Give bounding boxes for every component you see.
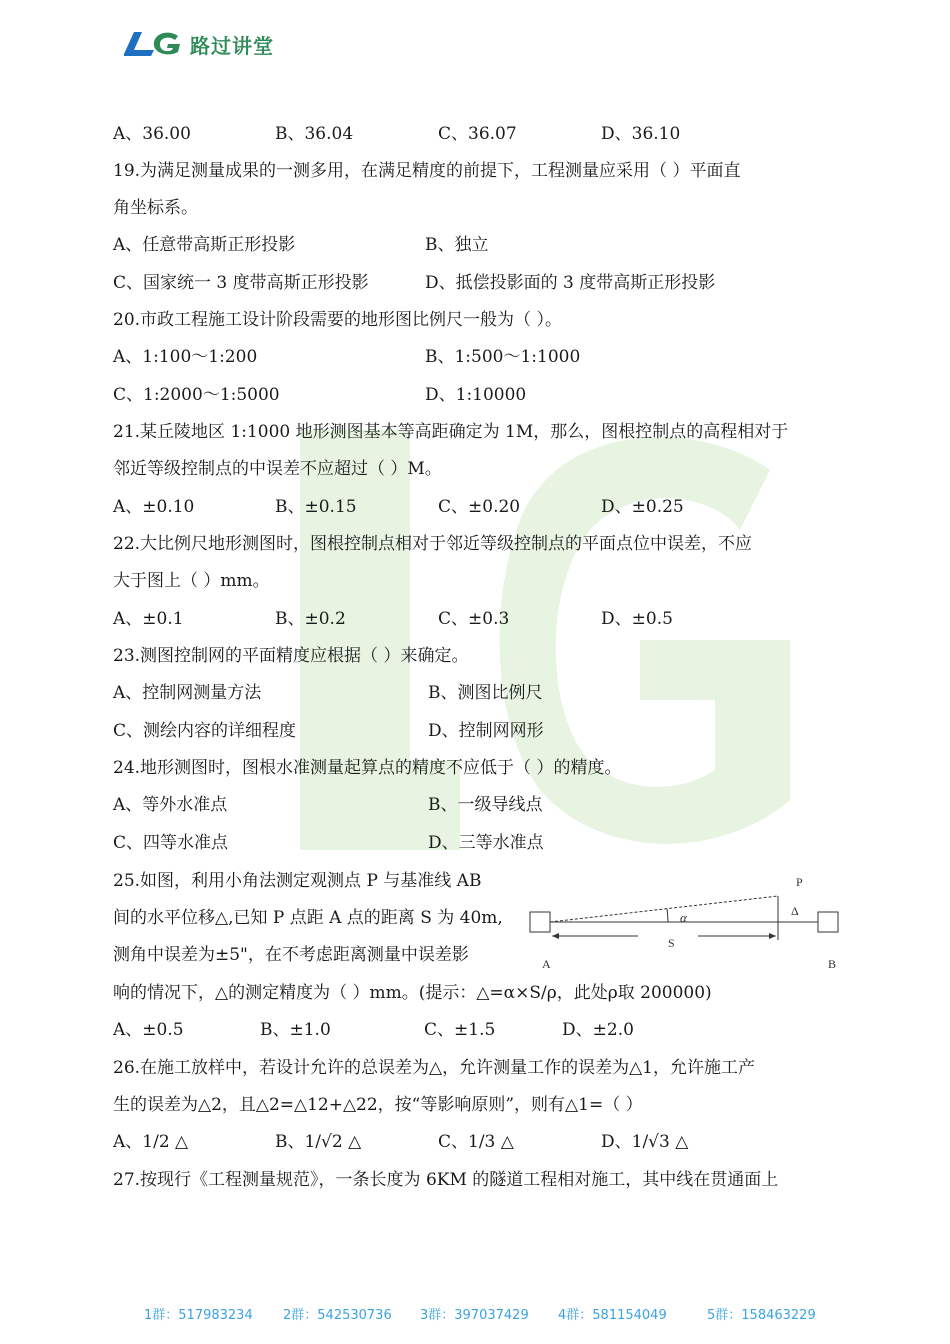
q21-option-b: B、±0.15	[275, 497, 357, 517]
q25-option-c: C、±1.5	[424, 1020, 496, 1040]
q21-stem-line2: 邻近等级控制点的中误差不应超过（ ）M。	[113, 459, 442, 479]
q23-option-a: A、控制网测量方法	[113, 683, 262, 703]
logo-mark-icon	[120, 28, 186, 60]
q18-option-d: D、36.10	[601, 124, 681, 144]
q19-option-b: B、独立	[425, 235, 489, 255]
q19-option-c: C、国家统一 3 度带高斯正形投影	[113, 273, 369, 293]
q22-stem-line2: 大于图上（ ）mm。	[113, 571, 270, 591]
q22-option-b: B、±0.2	[275, 609, 346, 629]
q18-option-b: B、36.04	[275, 124, 354, 144]
footer-group-3: 3群：397037429	[420, 1308, 529, 1323]
q21-option-d: D、±0.25	[601, 497, 684, 517]
q22-option-c: C、±0.3	[438, 609, 510, 629]
q24-option-b: B、一级导线点	[428, 795, 543, 815]
q25-option-d: D、±2.0	[562, 1020, 634, 1040]
q24-option-c: C、四等水准点	[113, 833, 229, 853]
q26-stem-line1: 26.在施工放样中，若设计允许的总误差为△，允许测量工作的误差为△1，允许施工产	[113, 1058, 755, 1078]
q24-option-a: A、等外水准点	[113, 795, 228, 815]
q26-stem-line2: 生的误差为△2，且△2=△12+△22，按“等影响原则”，则有△1=（ ）	[113, 1095, 643, 1115]
q23-option-b: B、测图比例尺	[428, 683, 543, 703]
q25-stem-line2: 间的水平位移△,已知 P 点距 A 点的距离 S 为 40m,	[113, 908, 503, 928]
angle-alpha-arc	[667, 909, 668, 922]
distance-s-arrow-right	[769, 933, 776, 939]
q25-stem-line3: 测角中误差为±5"，在不考虑距离测量中误差影	[113, 945, 469, 965]
q21-option-c: C、±0.20	[438, 497, 521, 517]
q23-option-d: D、控制网网形	[428, 721, 544, 741]
label-delta: Δ	[791, 904, 799, 918]
footer-group-4: 4群：581154049	[558, 1308, 667, 1323]
sight-line-ap	[550, 896, 778, 922]
q21-option-a: A、±0.10	[113, 497, 195, 517]
q19-option-d: D、抵偿投影面的 3 度带高斯正形投影	[425, 273, 716, 293]
q25-stem-line4: 响的情况下，△的测定精度为（ ）mm。(提示：△=α×S/ρ，此处ρ取 200000)	[113, 983, 712, 1003]
q23-option-c: C、测绘内容的详细程度	[113, 721, 297, 741]
q25-figure	[528, 870, 846, 974]
q20-option-a: A、1:100～1:200	[113, 347, 258, 367]
q18-option-c: C、36.07	[438, 124, 517, 144]
q22-option-a: A、±0.1	[113, 609, 184, 629]
q23-stem-line1: 23.测图控制网的平面精度应根据（ ）来确定。	[113, 646, 469, 666]
q26-option-c: C、1/3 △	[438, 1132, 514, 1152]
q26-option-b: B、1/√2 △	[275, 1132, 362, 1152]
q22-stem-line1: 22.大比例尺地形测图时，图根控制点相对于邻近等级控制点的平面点位中误差，不应	[113, 534, 753, 554]
q27-stem-line1: 27.按现行《工程测量规范》，一条长度为 6KM 的隧道工程相对施工，其中线在贯通面上	[113, 1170, 779, 1190]
point-a-box	[530, 912, 550, 932]
q21-stem-line1: 21.某丘陵地区 1:1000 地形测图基本等高距确定为 1M，那么，图根控制点的高程相对于	[113, 422, 789, 442]
q25-stem-line1: 25.如图，利用小角法测定观测点 P 与基准线 AB	[113, 871, 482, 891]
footer-group-2: 2群：542530736	[283, 1308, 392, 1323]
q24-stem-line1: 24.地形测图时，图根水准测量起算点的精度不应低于（ ）的精度。	[113, 758, 622, 778]
q22-option-d: D、±0.5	[601, 609, 673, 629]
label-p: P	[796, 875, 803, 889]
q25-option-b: B、±1.0	[260, 1020, 331, 1040]
point-b-box	[818, 912, 838, 932]
q26-option-a: A、1/2 △	[113, 1132, 189, 1152]
footer-group-5: 5群：158463229	[707, 1308, 816, 1323]
q19-option-a: A、任意带高斯正形投影	[113, 235, 296, 255]
label-s: S	[668, 936, 675, 950]
q26-option-d: D、1/√3 △	[601, 1132, 689, 1152]
footer-group-1: 1群：517983234	[144, 1308, 253, 1323]
q19-stem-line2: 角坐标系。	[113, 198, 198, 218]
header-logo	[120, 26, 274, 62]
q20-option-b: B、1:500～1:1000	[425, 347, 581, 367]
logo-text: 路过讲堂	[190, 33, 274, 58]
q20-stem-line1: 20.市政工程施工设计阶段需要的地形图比例尺一般为（ ）。	[113, 310, 562, 330]
footer-group-list	[0, 1304, 950, 1324]
label-alpha: α	[680, 910, 687, 925]
q25-option-a: A、±0.5	[113, 1020, 184, 1040]
q24-option-d: D、三等水准点	[428, 833, 544, 853]
label-a: A	[542, 957, 551, 971]
q18-option-a: A、36.00	[113, 124, 191, 144]
q19-stem-line1: 19.为满足测量成果的一测多用，在满足精度的前提下，工程测量应采用（ ）平面直	[113, 161, 741, 181]
distance-s-arrow-left	[552, 933, 559, 939]
q20-option-d: D、1:10000	[425, 385, 527, 405]
label-b: B	[828, 957, 837, 971]
q20-option-c: C、1:2000～1:5000	[113, 385, 280, 405]
